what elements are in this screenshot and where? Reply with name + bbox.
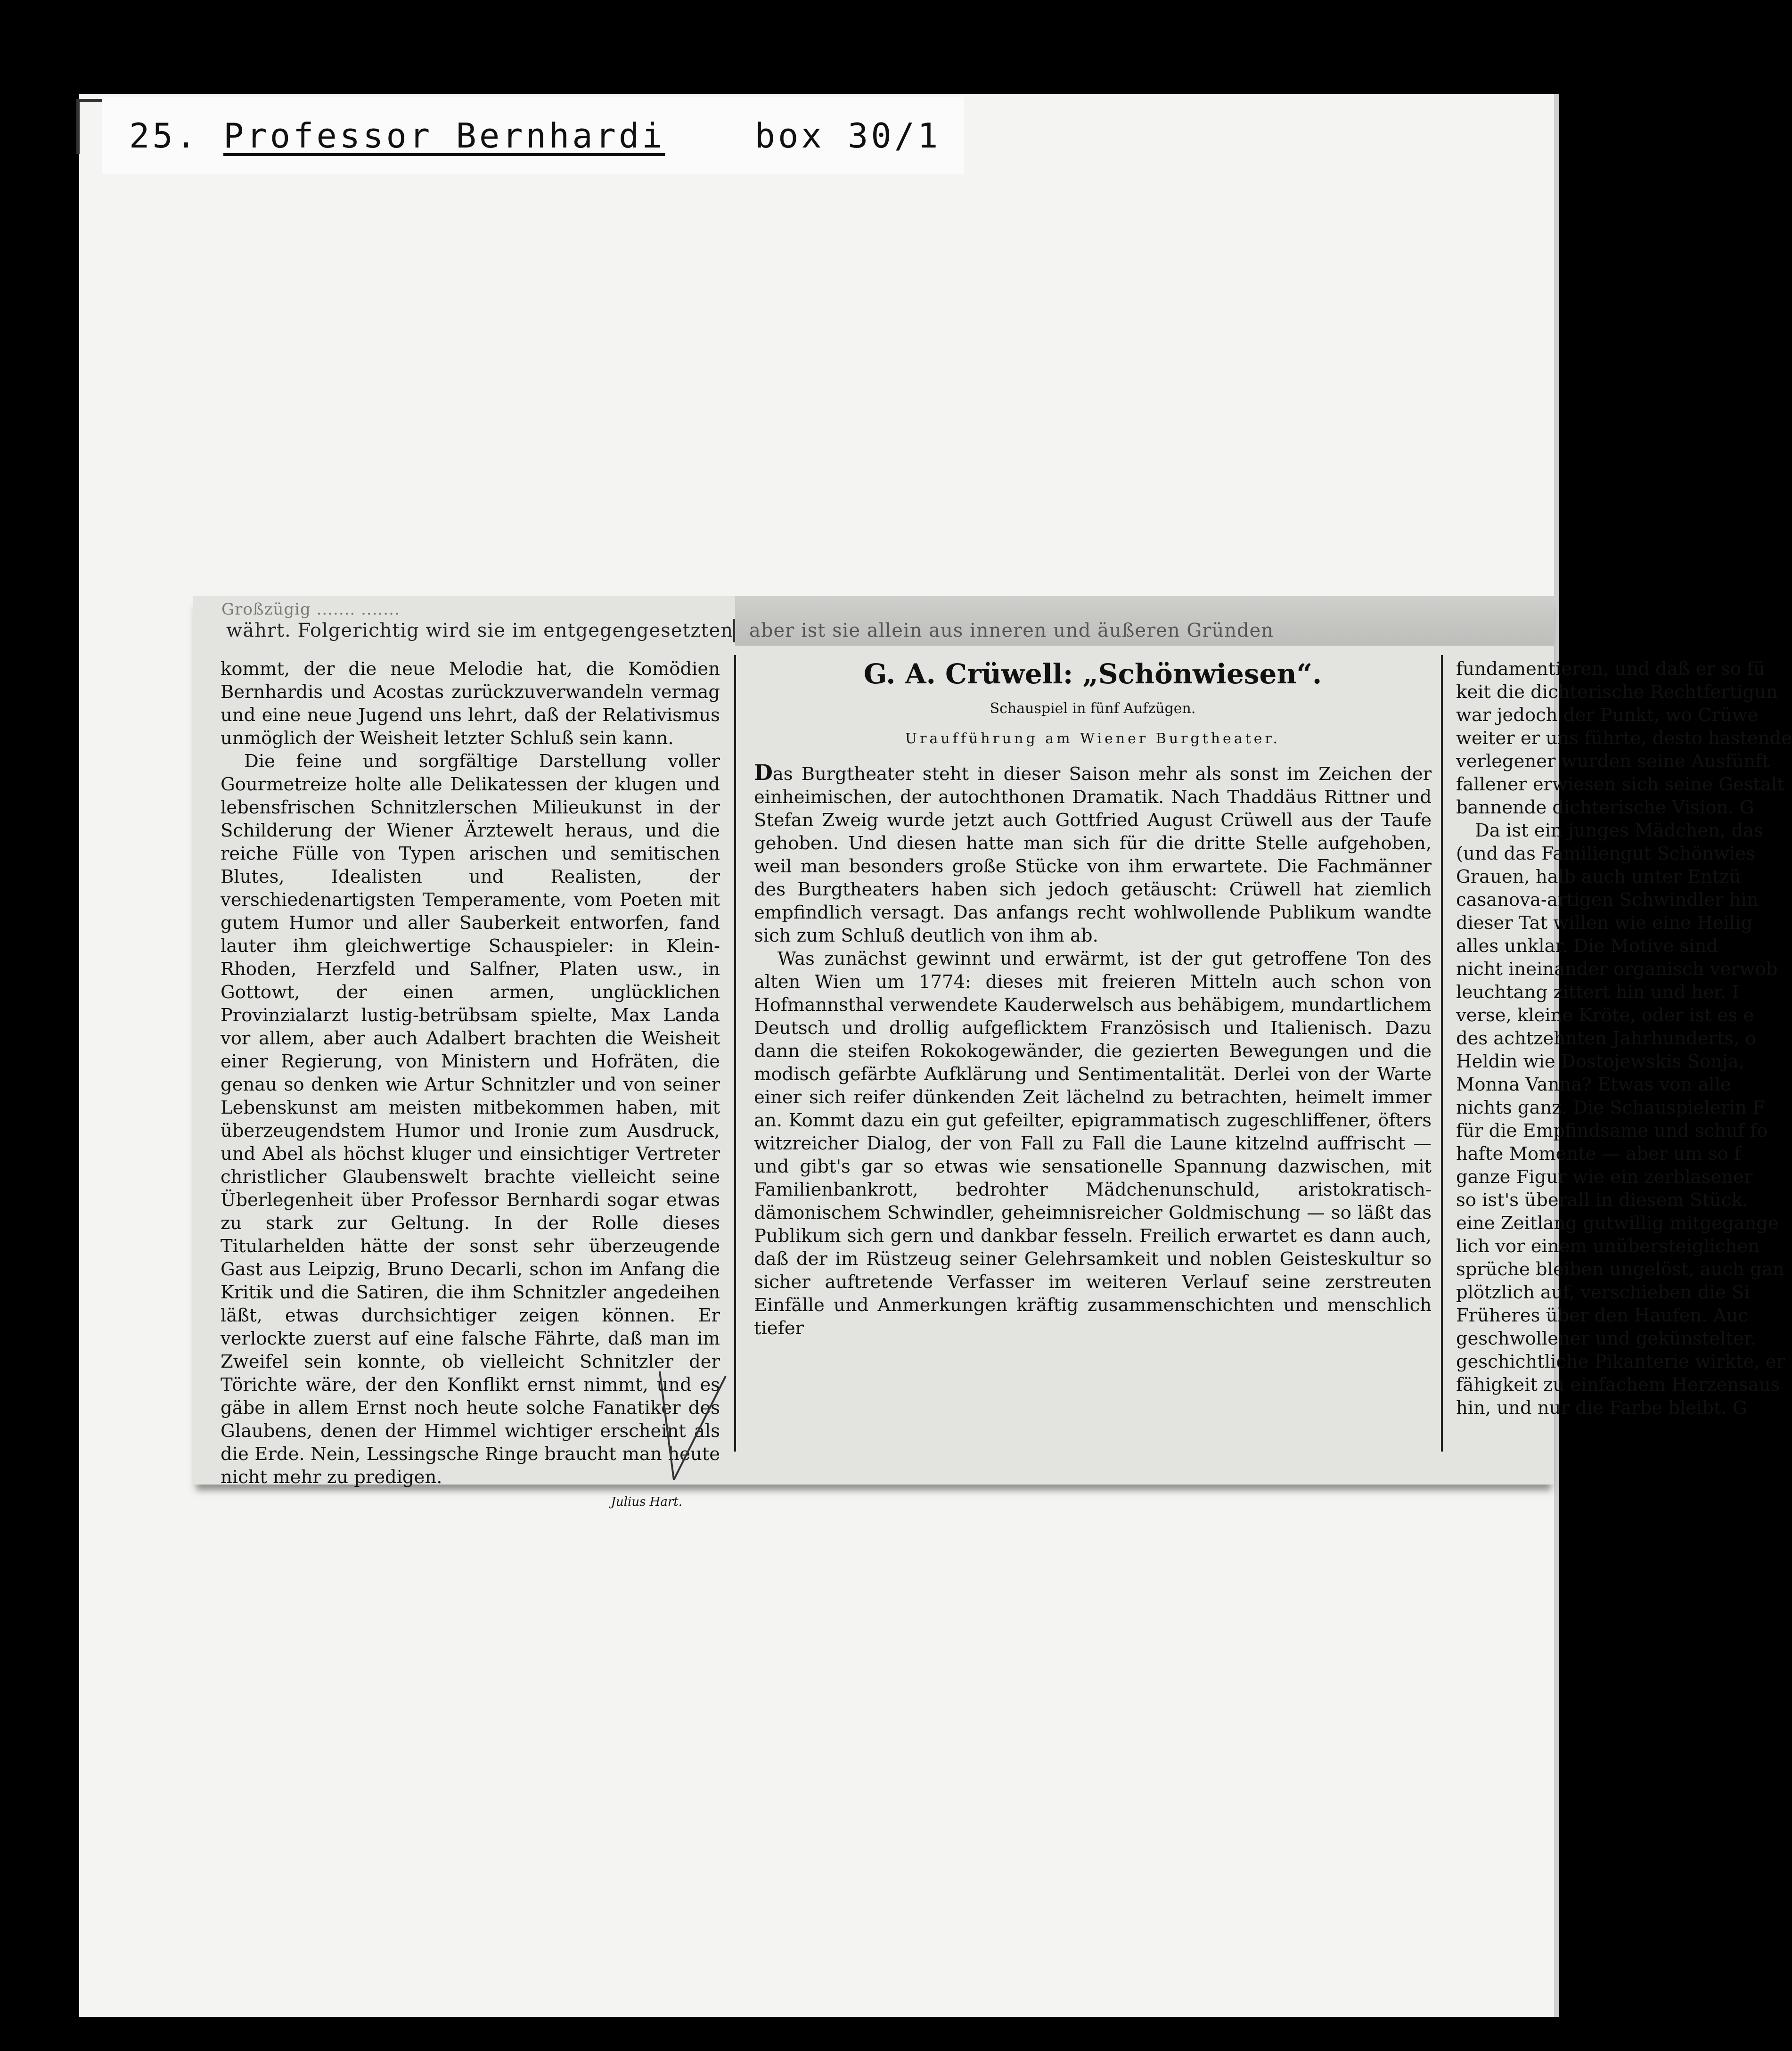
newspaper-clipping [193,596,1792,1509]
column-rule [1441,655,1443,1452]
right-column-line: Früheres über den Haufen. Auc [1456,1305,1748,1326]
right-column-line: hafte Momente — aber um so f [1456,1143,1741,1165]
right-paragraph [1456,819,1785,1419]
right-column-line: für die Empfindsame und schuf fo [1456,1120,1768,1141]
right-column-line: Da ist ein junges Mädchen, das [1475,820,1763,841]
right-column-line: bannende dichterische Vision. G [1456,797,1754,818]
clipping-faded-top-line: Großzügig ....... ....... [221,600,400,619]
right-paragraph [1456,657,1792,819]
right-column-line: leuchtang zittert hin und her. I [1456,982,1739,1003]
right-column-line: geschwollener und gekünstelter. [1456,1328,1757,1349]
right-column-line: plötzlich auf, verschieben die Si [1456,1282,1750,1303]
item-number: 25. [129,115,199,156]
right-column-line: keit die dichterische Rechtfertigun [1456,681,1778,703]
left-column [221,657,720,1509]
drop-cap: D [754,760,773,785]
right-column-cropped [1456,657,1792,1468]
right-column-line: casanova-artigen Schwindler hin [1456,889,1759,911]
clipping-top-line-right: aber ist sie allein aus inneren und äußeren Gründen [749,620,1274,641]
corner-crop-mark [76,99,103,154]
right-column-line: hin, und nur die Farbe bleibt. G [1456,1397,1747,1419]
middle-paragraph [754,761,1432,947]
column-rule [734,655,736,1452]
box-number: box 30/1 [754,115,941,156]
left-paragraph: Die feine und sorgfältige Darstellung voller Gourmetreize holte alle Delikatessen der klugen und lebensfrischen Schnitzlerschen Milieukunst in der Schilderung der Wiener Ärztewelt heraus, und die reiche Fülle von Typen arischen und semitischen Blutes, Idealisten und Realisten, der verschiedenartigsten Temperamente, vom Poeten mit gutem Humor und aller Sauberkeit entworfen, fand lauter ihm gleichwertige Schauspieler: in Klein-Rhoden, Herzfeld und Salfner, Platen usw., in Gottowt, der einen armen, unglücklichen Provinzialarzt lustig-betrübsam spielte, Max Landa vor allem, aber auch Adalbert brachten die Weisheit einer Regierung, von Ministern und Hofräten, die genau so denken wie Artur Schnitzler und von seiner Lebenskunst am meisten mitbekommen haben, mit überzeugendstem Humor und Ironie zum Ausdruck, und Abel als höchst kluger und einsichtiger Vertreter christlicher Glaubenswelt brachte vielleicht seine Überlegenheit über Professor Bernhardi sogar etwas zu stark zur Geltung. In der Rolle dieses Titularhelden hätte der sonst sehr überzeugende Gast aus Leipzig, Bruno Decarli, schon im Anfang die Kritik und die Satiren, die ihm Schnitzler angedeihen läßt, etwas durchsichtiger zeigen können. Er verlockte zuerst auf eine falsche Fährte, daß man im Zweifel sein konnte, ob vielleicht Schnitzler der Törichte wäre, der den Konflikt ernst nimmt, und es gäbe in allem Ernst noch heute solche Fanatiker des Glaubens, denen der Himmel wichtiger erscheint als die Erde. Nein, Lessingsche Ringe braucht man heute nicht mehr zu predigen. [221,751,720,1488]
middle-paragraph: Was zunächst gewinnt und erwärmt, ist der gut getroffene Ton des alten Wien um 1774: dieses mit freieren Mitteln auch schon von Hofmannsthal verwendete Kauderwelsch aus behäbigem, mundartlichem Deutsch und drollig aufgeflicktem Französisch und Italienisch. Dazu dann die steifen Rokokogewänder, die gezierten Bewegungen und die modisch gefärbte Aufklärung und Sentimentalität. Derlei von der Warte einer sich reifer dünkenden Zeit lächelnd zu betrachten, heimelt immer an. Kommt dazu ein gut gefeilter, epigrammatisch zugeschliffener, öfters witzreicher Dialog, der von Fall zu Fall die Laune kitzelnd auffrischt — und gibt's gar so etwas wie sensationelle Spannung dazwischen, mit Familienbankrott, bedrohter Mädchenunschuld, aristokratisch-dämonischem Schwindler, geheimnisreicher Goldmischung — so läßt das Publikum sich gern und dankbar fesseln. Freilich erwartet es dann auch, daß der im Rüstzeug seiner Gelehrsamkeit und noblen Geisteskultur so sicher auftretende Verfasser im weiteren Verlauf seine zerstreuten Einfälle und Anmerkungen kräftig zusammenschichten und menschlich tiefer [754,948,1432,1339]
right-column-line: (und das Familiengut Schönwies [1456,843,1755,864]
item-title: Professor Bernhardi [223,115,665,156]
right-column-line: war jedoch der Punkt, wo Crüwe [1456,705,1759,726]
right-column-line: nichts ganz. Die Schauspielerin F [1456,1097,1765,1118]
author-signature: Julius Hart. [611,1495,682,1509]
right-column-line: verse, kleine Kröte, oder ist es e [1456,1005,1754,1026]
right-column-line: ganze Figur wie ein zerblasener [1456,1166,1753,1188]
column-rule-top [733,619,735,642]
right-column-line: dieser Tat willen wie eine Heilig [1456,912,1753,934]
right-column-line: fähigkeit zu einfachem Herzensaus [1456,1374,1780,1395]
right-column-line: verlegener wurden seine Ausfünft [1456,751,1769,772]
archive-label-strip [102,97,964,174]
right-column-line: geschichtliche Pikanterie wirkte, er [1456,1351,1785,1372]
right-column-line: Monna Vanna? Etwas von alle [1456,1074,1731,1095]
right-column-line: so ist's überall in diesem Stück. [1456,1190,1748,1211]
right-column-line: Grauen, halb auch unter Entzü [1456,866,1741,887]
right-column-line: alles unklar. Die Motive sind [1456,935,1718,957]
right-column-line: des achtzehnten Jahrhunderts, o [1456,1028,1756,1049]
article-subtitle: Schauspiel in fünf Aufzügen. [990,700,1196,717]
middle-paragraph-text: as Burgtheater steht in dieser Saison mehr als sonst im Zeichen der einheimischen, der autochthonen Dramatik. Nach Thaddäus Rittner und Stefan Zweig wurde jetzt auch Gottfried August Crüwell aus der Taufe gehoben. Und diesen hatte man sich für die dritte Stelle aufgehoben, weil man besonders große Stücke von ihm erwartete. Die Fachmänner des Burgtheaters haben sich jedoch getäuscht: Crüwell hat ziemlich empfindlich versagt. Das anfangs recht wohlwollende Publikum wandte sich zum Schluß deutlich von ihm ab. [754,763,1432,946]
right-column-line: Heldin wie Dostojewskis Sonja, [1456,1051,1744,1072]
pen-stroke-mark [655,1367,730,1485]
right-column-line: nicht ineinander organisch verwob [1456,959,1778,980]
right-column-line: sprüche bleiben ungelöst, auch gan [1456,1259,1784,1280]
article-headline: G. A. Crüwell: „Schönwiesen“. [863,658,1322,690]
clipping-top-line-left: währt. Folgerichtig wird sie im entgegengesetzten [226,620,734,641]
left-paragraph: kommt, der die neue Melodie hat, die Komödien Bernhardis und Acostas zurückzuverwandeln vermag und eine neue Jugend uns lehrt, daß der Relativismus unmöglich der Weisheit letzter Schluß sein kann. [221,658,720,749]
right-column-line: weiter er uns führte, desto hastende [1456,728,1792,749]
article-subtitle-2: Uraufführung am Wiener Burgtheater. [905,730,1281,747]
middle-column [754,657,1432,1468]
right-column-line: eine Zeitlang gutwillig mitgegange [1456,1213,1779,1234]
right-column-line: lich vor einem unübersteiglichen [1456,1236,1759,1257]
right-column-line: fallener erwiesen sich seine Gestalt [1456,774,1784,795]
right-column-line: fundamentieren, und daß er so fü [1456,658,1766,680]
